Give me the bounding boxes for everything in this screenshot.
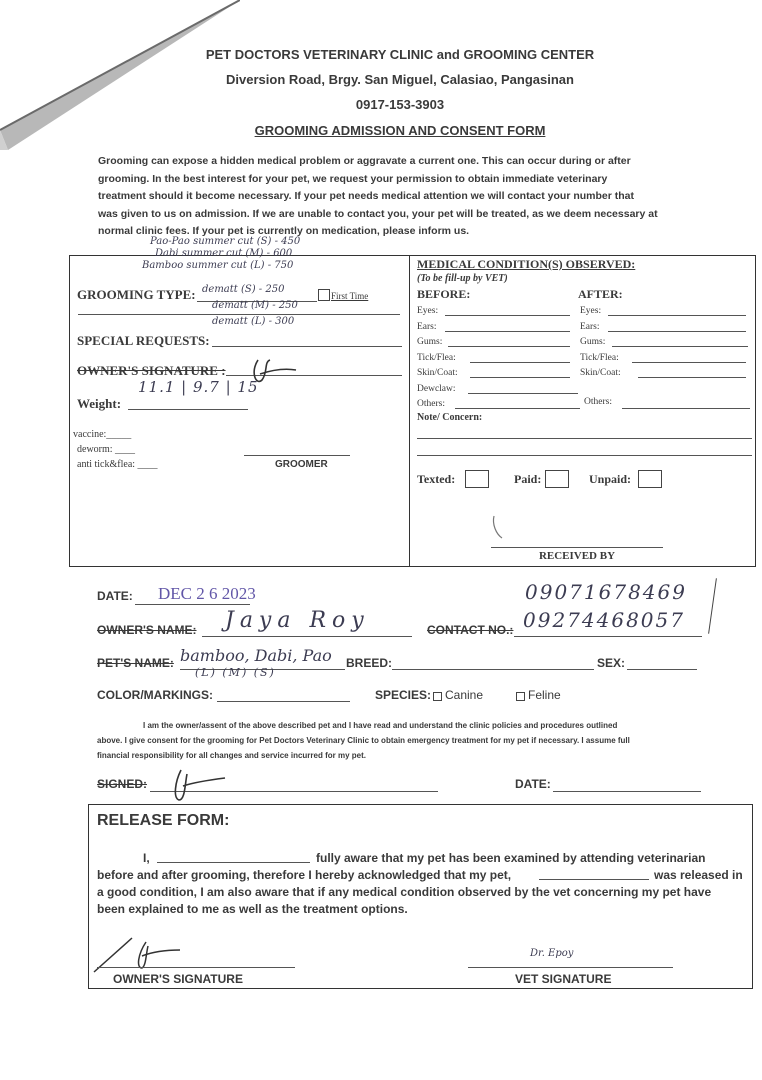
grooming-dematt-2: dematt (M) - 250 (212, 300, 298, 311)
unpaid-checkbox[interactable] (638, 470, 662, 488)
texted-checkbox[interactable] (465, 470, 489, 488)
groomer-label: GROOMER (275, 459, 328, 470)
deworm-label: deworm: ____ (77, 444, 136, 455)
pet-sizes: (L) (M) (S) (195, 666, 276, 679)
canine-label: Canine (445, 688, 484, 702)
release-line4: been explained to me as well as the treatment options. (97, 902, 408, 916)
owner-signature-label: OWNER'S SIGNATURE : (77, 363, 226, 378)
table-divider (409, 255, 410, 566)
after-label: AFTER: (578, 287, 623, 301)
contact-number-2: 09274468057 (523, 608, 685, 632)
species-label: SPECIES: (375, 688, 432, 702)
release-line3: a good condition, I am also aware that if any medical condition observed by the vet concerning my pet have (97, 885, 712, 899)
first-time-label: First Time (331, 291, 369, 301)
medical-title: MEDICAL CONDITION(S) OBSERVED: (417, 257, 636, 271)
paid-checkbox[interactable] (545, 470, 569, 488)
release-line2b: was released in (654, 868, 743, 882)
form-title: GROOMING ADMISSION AND CONSENT FORM (254, 123, 546, 138)
release-line2a: before and after grooming, therefore I hereby acknowledged that my pet, (97, 868, 512, 882)
special-requests-field[interactable] (212, 346, 402, 347)
consent-date-label: DATE: (515, 777, 551, 791)
release-vet-sig-field[interactable] (468, 967, 673, 968)
release-pet-field[interactable] (539, 879, 649, 880)
breed-field[interactable] (392, 669, 594, 670)
owner-name-label: OWNER'S NAME: (97, 623, 197, 637)
date-label: DATE: (97, 589, 133, 603)
feline-checkbox[interactable] (516, 692, 525, 701)
received-by-field[interactable] (491, 547, 663, 548)
release-name-field[interactable] (157, 862, 310, 863)
sex-label: SEX: (597, 656, 626, 670)
vaccine-label: vaccine:_____ (73, 429, 132, 440)
before-label: BEFORE: (417, 287, 471, 301)
color-markings-label: COLOR/MARKINGS: (97, 688, 213, 702)
contact-number-1: 09071678469 (525, 580, 687, 604)
texted-label: Texted: (417, 472, 456, 486)
clinic-name: PET DOCTORS VETERINARY CLINIC and GROOMING CENTER (205, 47, 595, 62)
after-others: Others: (584, 397, 612, 407)
unpaid-label: Unpaid: (589, 472, 632, 486)
signed-label: SIGNED: (97, 777, 148, 791)
clinic-address: Diversion Road, Brgy. San Miguel, Calasiao, Pangasinan (226, 72, 574, 87)
received-mark (488, 512, 508, 542)
release-vet-sig-label: VET SIGNATURE (515, 972, 612, 986)
owner-name-value: Jaya Roy (225, 608, 370, 633)
release-title: RELEASE FORM: (97, 812, 230, 829)
before-items: Eyes: Ears: Gums: Tick/Flea: Skin/Coat: Dewclaw: Others: (417, 306, 458, 409)
release-owner-sig-field[interactable] (97, 967, 295, 968)
medical-subtitle: (To be fill-up by VET) (417, 273, 508, 284)
antitick-label: anti tick&flea: ____ (77, 459, 158, 470)
vet-signature-handwriting: Dr. Epoy (530, 948, 574, 959)
intro-paragraph: Grooming can expose a hidden medical problem or aggravate a current one. This can occur during or after grooming. In the best interest for your pet, we request your permission to obtain immediate veterinary treatment should it become necessary. If your pet needs medical attention we will contact your number that was given to us on admission. If we are unable to contact you, your pet will be treated, as we deem necessary at normal clinic fees. If your pet is currently on medication, please inform us. (98, 155, 658, 237)
grooming-dematt-3: dematt (L) - 300 (212, 316, 295, 327)
release-owner-sig-label: OWNER'S SIGNATURE (113, 972, 243, 986)
paid-label: Paid: (514, 472, 542, 486)
special-requests-label: SPECIAL REQUESTS: (77, 333, 210, 348)
pet-name-label: PET'S NAME: (97, 656, 174, 670)
release-line1: fully aware that my pet has been examined by attending veterinarian (316, 851, 706, 865)
canine-checkbox[interactable] (433, 692, 442, 701)
grooming-services-handwriting: Pao-Pao summer cut (S) - 450 Dabi summer cut (M) - 600 Bamboo summer cut (L) - 750 (142, 236, 301, 271)
sex-field[interactable] (627, 669, 697, 670)
color-markings-field[interactable] (217, 701, 350, 702)
consent-paragraph: I am the owner/assent of the above described pet and I have read and understand the clinic policies and procedures outlined above. I give consent for the grooming for Pet Doctors Veterinary Clinic to obtain emergency treatment for my pet if necessary. I assume full financial responsibility for all changes and service incurred for my pet. (97, 721, 630, 760)
clinic-phone: 0917-153-3903 (355, 97, 445, 112)
grooming-dematt-1: dematt (S) - 250 (202, 284, 285, 295)
pet-name-value: bamboo, Dabi, Pao (180, 646, 332, 665)
weight-values: 11.1 | 9.7 | 15 (138, 378, 259, 396)
contact-bracket (708, 578, 717, 634)
feline-label: Feline (528, 688, 561, 702)
first-time-checkbox[interactable] (318, 289, 330, 301)
grooming-type-label: GROOMING TYPE: (77, 287, 196, 302)
breed-label: BREED: (346, 656, 393, 670)
consent-date-field[interactable] (553, 791, 701, 792)
date-stamp: DEC 2 6 2023 (158, 584, 256, 603)
contact-label: CONTACT NO.: (427, 623, 514, 637)
received-by-label: RECEIVED BY (538, 550, 616, 562)
signed-scribble (165, 764, 235, 806)
release-i: I, (143, 851, 150, 865)
weight-label: Weight: (77, 396, 122, 411)
note-label: Note/ Concern: (417, 412, 483, 423)
after-items: Eyes: Ears: Gums: Tick/Flea: Skin/Coat: (580, 306, 621, 378)
